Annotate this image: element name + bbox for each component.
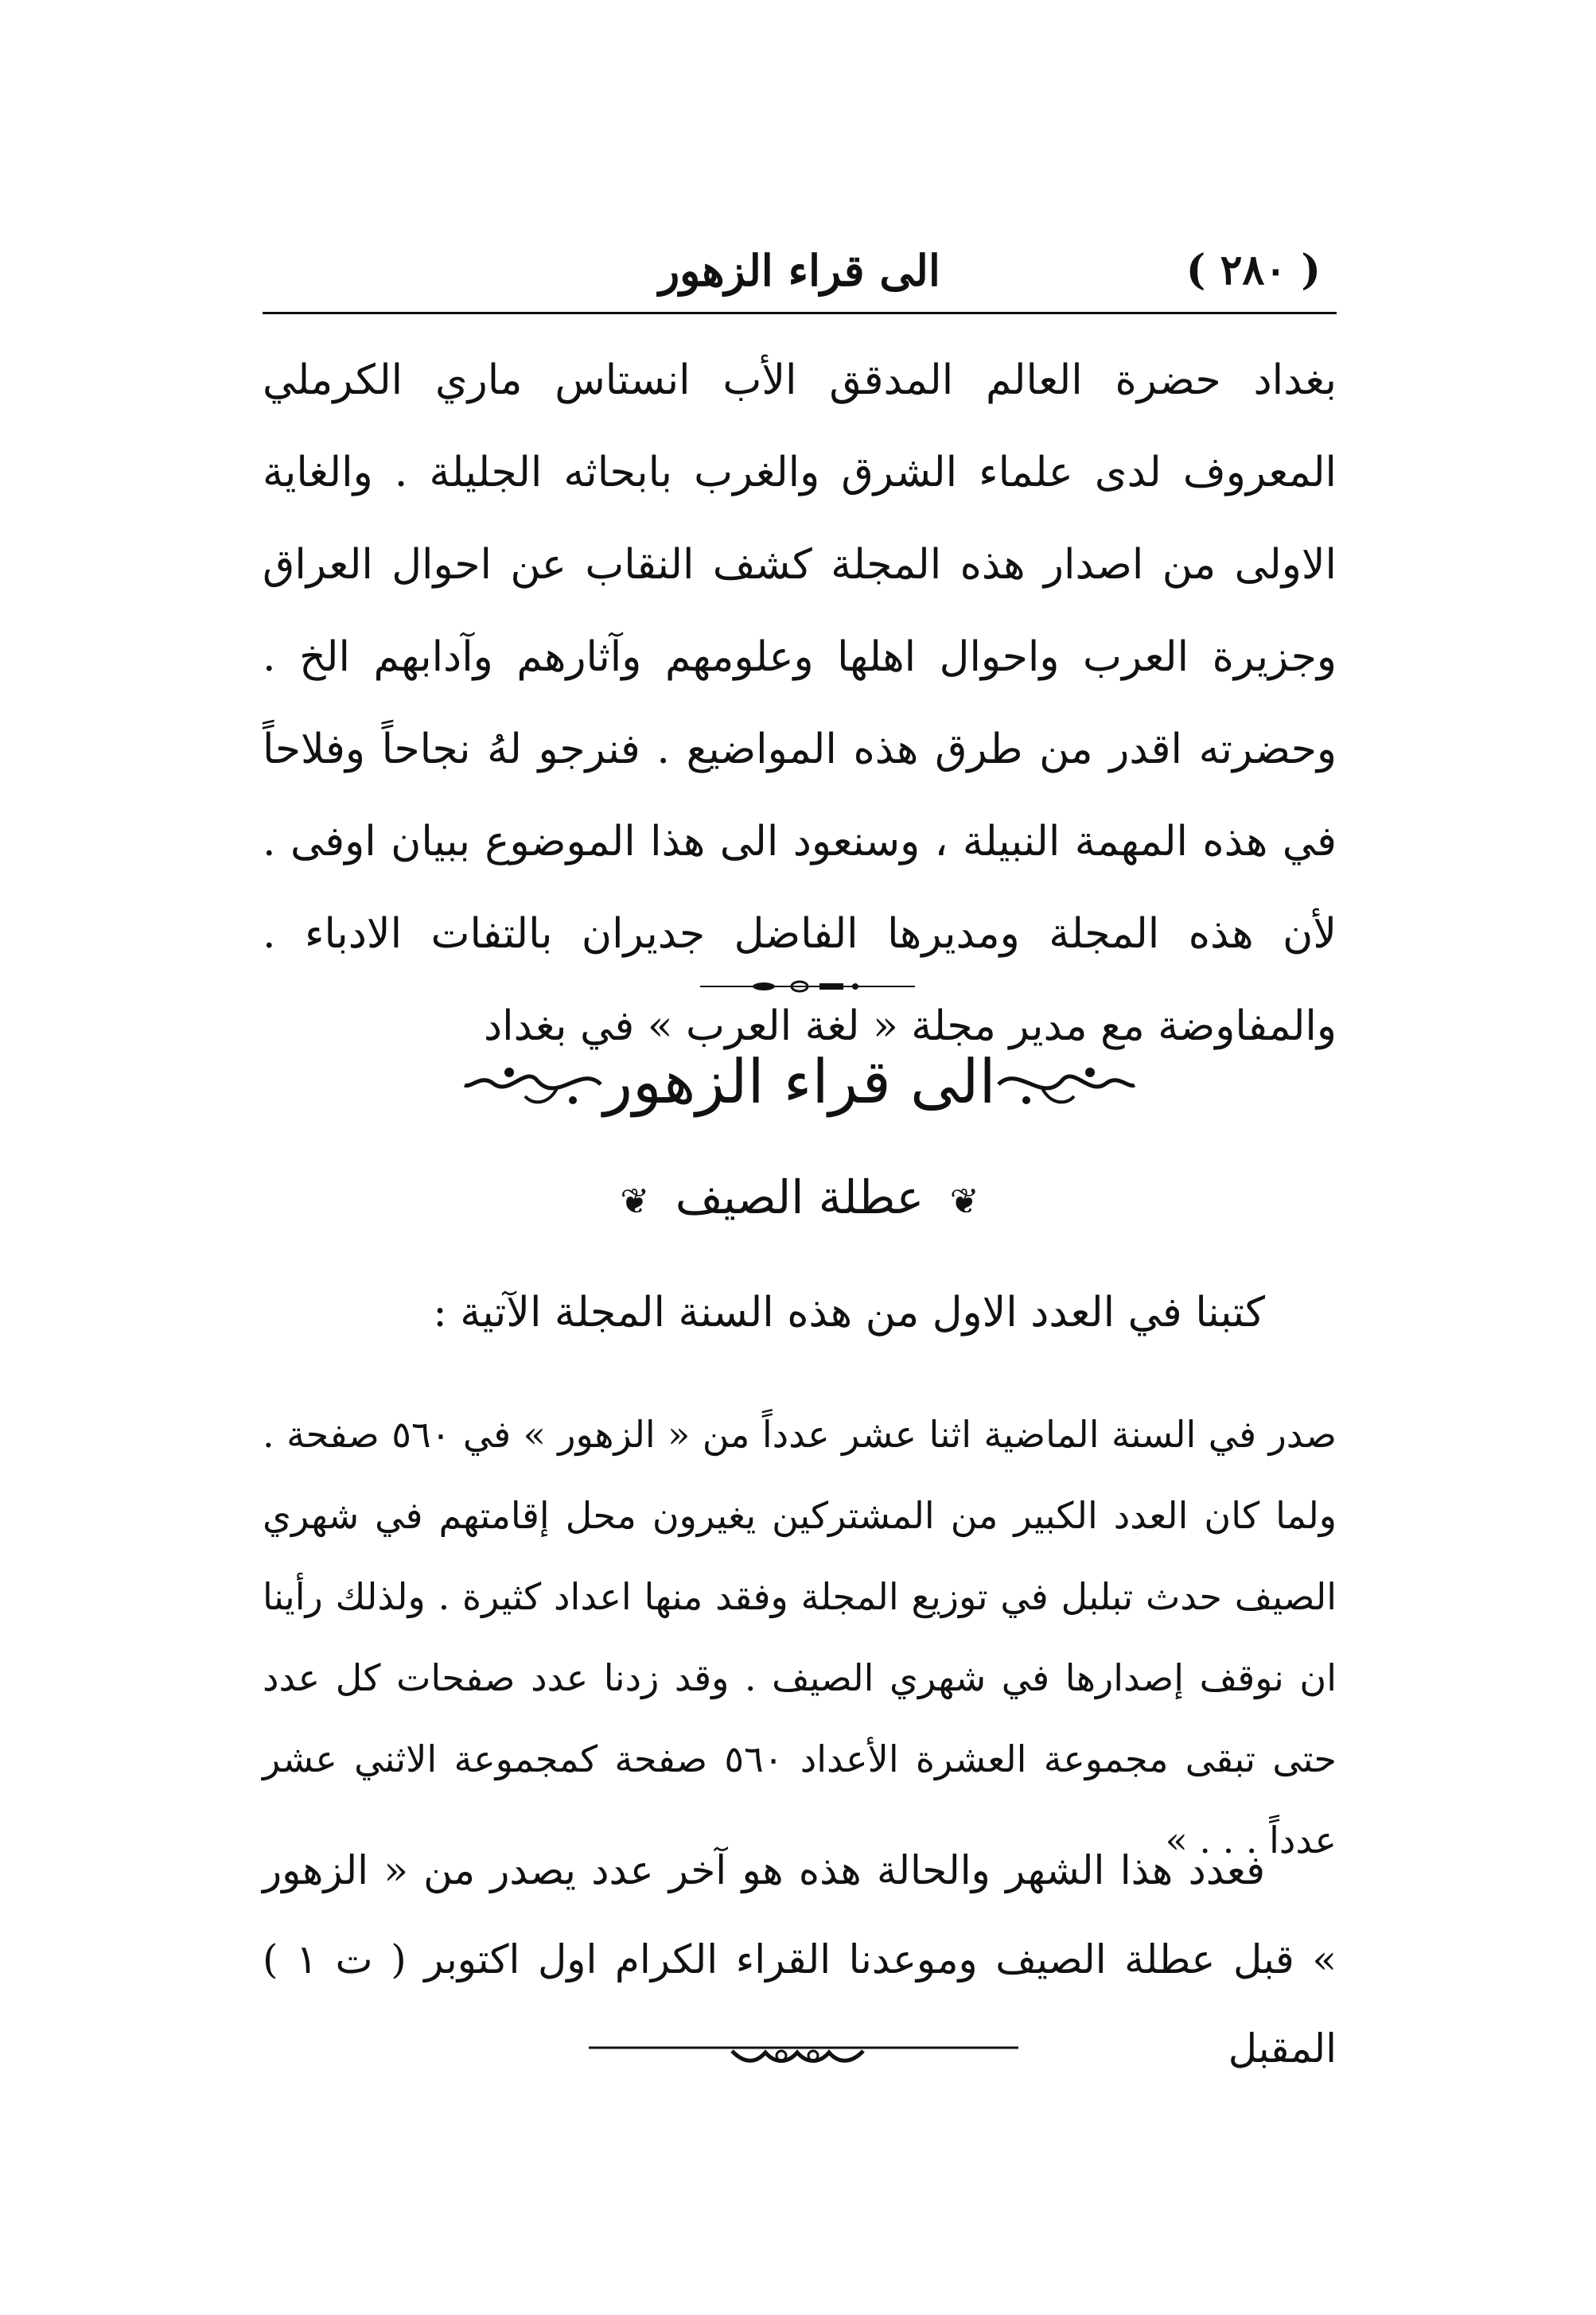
- intro-line: كتبنا في العدد الاول من هذه السنة المجلة الآتية :: [433, 1289, 1265, 1336]
- page-number: ( ٢٨٠ ): [1185, 246, 1321, 294]
- closing-paragraph: فعدد هذا الشهر والحالة هذه هو آخر عدد يصدر من « الزهور » قبل عطلة الصيف وموعدنا القراء الكرام اول اكتوبر ( ت ١ ) المقبل: [263, 1847, 1337, 2072]
- header-rule: [263, 312, 1337, 314]
- bottom-ornament-divider: [589, 2037, 1018, 2068]
- subtitle-text: عطلة الصيف: [675, 1170, 925, 1224]
- running-title: الى قراء الزهور: [659, 245, 940, 296]
- section-subtitle: [263, 1158, 1337, 1237]
- section-heading: [263, 1034, 1337, 1130]
- small-ornament-divider: [700, 977, 915, 996]
- quoted-notice: صدر في السنة الماضية اثنا عشر عدداً من « الزهور » في ٥٦٠ صفحة . ولما كان العدد الكبير من المشتركين يغيرون محل إقامتهم في شهري الصيف حدث تبلبل في توزيع المجلة وفقد منها اعداد كثيرة . ولذلك رأينا ان نوقف إصدارها في شهري الصيف . وقد زدنا عدد صفحات كل عدد حتى تبقى مجموعة العشرة الأعداد ٥٦٠ صفحة كمجموعة الاثني عشر عدداً . . . »: [263, 1413, 1337, 1862]
- continuation-paragraph: بغداد حضرة العالم المدقق الأب انستاس ماري الكرملي المعروف لدى علماء الشرق والغرب بابحاثه الجليلة . والغاية الاولى من اصدار هذه المجلة كشف النقاب عن احوال العراق وجزيرة العرب واحوال اهلها وعلومهم وآثارهم وآدابهم الخ . وحضرته اقدر من طرق هذه المواضيع . فنرجو لهُ نجاحاً وفلاحاً في هذه المهمة النبيلة ، وسنعود الى هذا الموضوع ببيان اوفى . لأن هذه المجلة ومديرها الفاضل جديران بالتفات الادباء . والمفاوضة مع مدير مجلة « لغة العرب » في بغداد: [263, 356, 1337, 1050]
- right-flourish-ornament: [995, 1056, 1138, 1112]
- section-title: الى قراء الزهور: [603, 1046, 996, 1117]
- left-flourish-ornament: [461, 1056, 605, 1112]
- running-header: [263, 239, 1337, 302]
- subtitle-ornament-icon: ❦: [620, 1181, 650, 1222]
- subtitle-ornament-icon: ❦: [949, 1181, 979, 1222]
